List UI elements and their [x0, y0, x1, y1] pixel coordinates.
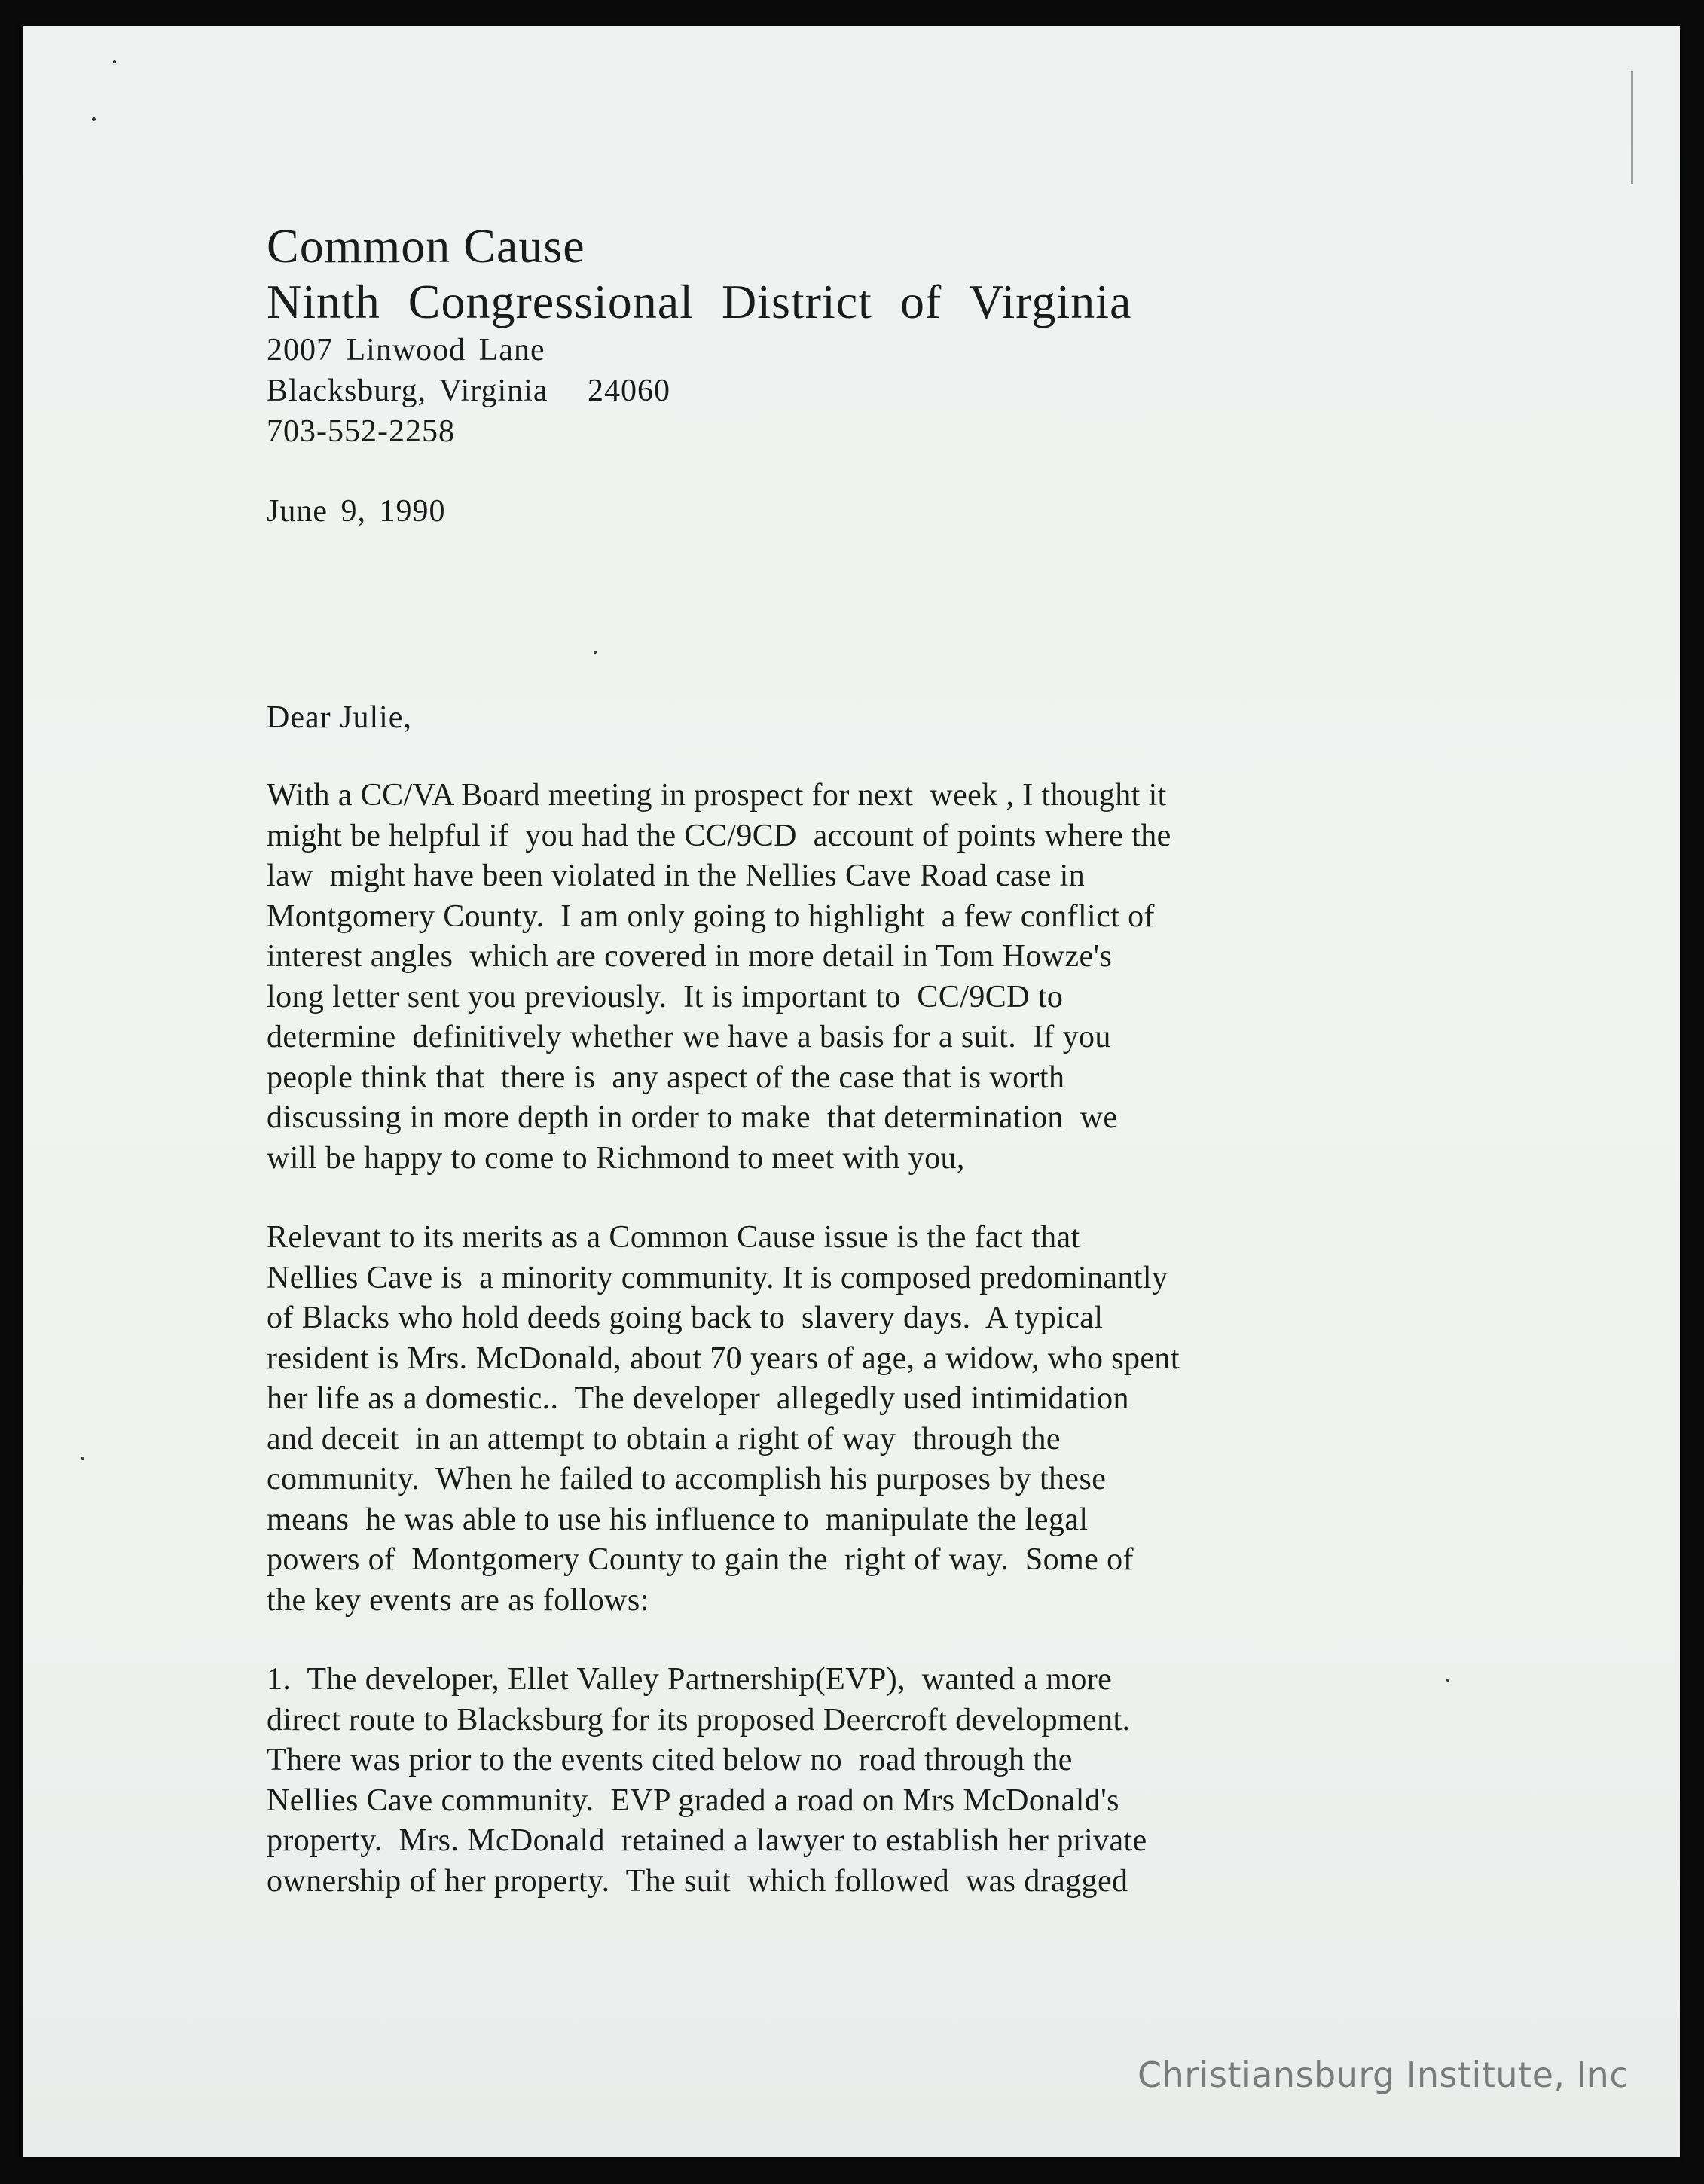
- text-line: her life as a domestic.. The developer allegedly used intimidation: [267, 1381, 1129, 1416]
- text-line: the key events are as follows:: [267, 1582, 649, 1618]
- paragraph-2: [267, 1218, 1502, 1621]
- text-line: people think that there is any aspect of the case that is worth: [267, 1060, 1065, 1095]
- text-line: resident is Mrs. McDonald, about 70 years of age, a widow, who spent: [267, 1341, 1180, 1376]
- text-line: means he was able to use his influence to manipulate the legal: [267, 1502, 1089, 1537]
- text-line: property. Mrs. McDonald retained a lawyer to establish her private: [267, 1823, 1147, 1858]
- text-line: interest angles which are covered in more detail in Tom Howze's: [267, 939, 1113, 974]
- city-state-zip: Blacksburg, Virginia 24060: [267, 374, 670, 408]
- text-line: 1. The developer, Ellet Valley Partnership(EVP), wanted a more: [267, 1662, 1113, 1697]
- org-subtitle: Ninth Congressional District of Virginia: [267, 275, 1132, 328]
- text-line: direct route to Blacksburg for its proposed Deercroft development.: [267, 1702, 1131, 1737]
- paper-speck: [92, 117, 96, 121]
- text-line: and deceit in an attempt to obtain a right of way through the: [267, 1421, 1061, 1457]
- paper-edge-mark: [1631, 71, 1633, 184]
- text-line: determine definitively whether we have a basis for a suit. If you: [267, 1020, 1111, 1054]
- text-line: Relevant to its merits as a Common Cause issue is the fact that: [267, 1220, 1080, 1255]
- phone-number: 703-552-2258: [267, 414, 455, 449]
- text-line: ownership of her property. The suit which followed was dragged: [267, 1863, 1128, 1899]
- street-address: 2007 Linwood Lane: [267, 333, 545, 368]
- text-line: There was prior to the events cited below no road through the: [267, 1743, 1073, 1777]
- paragraph-3: [267, 1660, 1502, 1902]
- paper-speck: [113, 60, 116, 63]
- paragraph-1: [267, 776, 1502, 1179]
- text-line: With a CC/VA Board meeting in prospect for next week , I thought it: [267, 778, 1167, 813]
- text-line: long letter sent you previously. It is important to CC/9CD to: [267, 979, 1064, 1014]
- text-line: Nellies Cave community. EVP graded a road on Mrs McDonald's: [267, 1783, 1119, 1818]
- letterhead: [267, 218, 1502, 452]
- text-line: law might have been violated in the Nellies Cave Road case in: [267, 859, 1086, 893]
- salutation: Dear Julie,: [267, 700, 412, 735]
- text-line: Montgomery County. I am only going to highlight a few conflict of: [267, 898, 1155, 934]
- text-line: community. When he failed to accomplish his purposes by these: [267, 1462, 1107, 1496]
- text-line: will be happy to come to Richmond to meet with you,: [267, 1140, 965, 1176]
- paper-speck: [81, 1457, 84, 1460]
- text-line: powers of Montgomery County to gain the right of way. Some of: [267, 1542, 1134, 1577]
- letter-date: June 9, 1990: [267, 494, 446, 529]
- text-line: might be helpful if you had the CC/9CD account of points where the: [267, 818, 1171, 853]
- letter-body: [267, 218, 1502, 1902]
- text-line: Nellies Cave is a minority community. It is composed predominantly: [267, 1260, 1168, 1295]
- text-line: of Blacks who hold deeds going back to slavery days. A typical: [267, 1301, 1104, 1335]
- archive-watermark: Christiansburg Institute, Inc: [1138, 2054, 1629, 2095]
- text-line: discussing in more depth in order to make that determination we: [267, 1100, 1118, 1135]
- org-name: Common Cause: [267, 219, 585, 273]
